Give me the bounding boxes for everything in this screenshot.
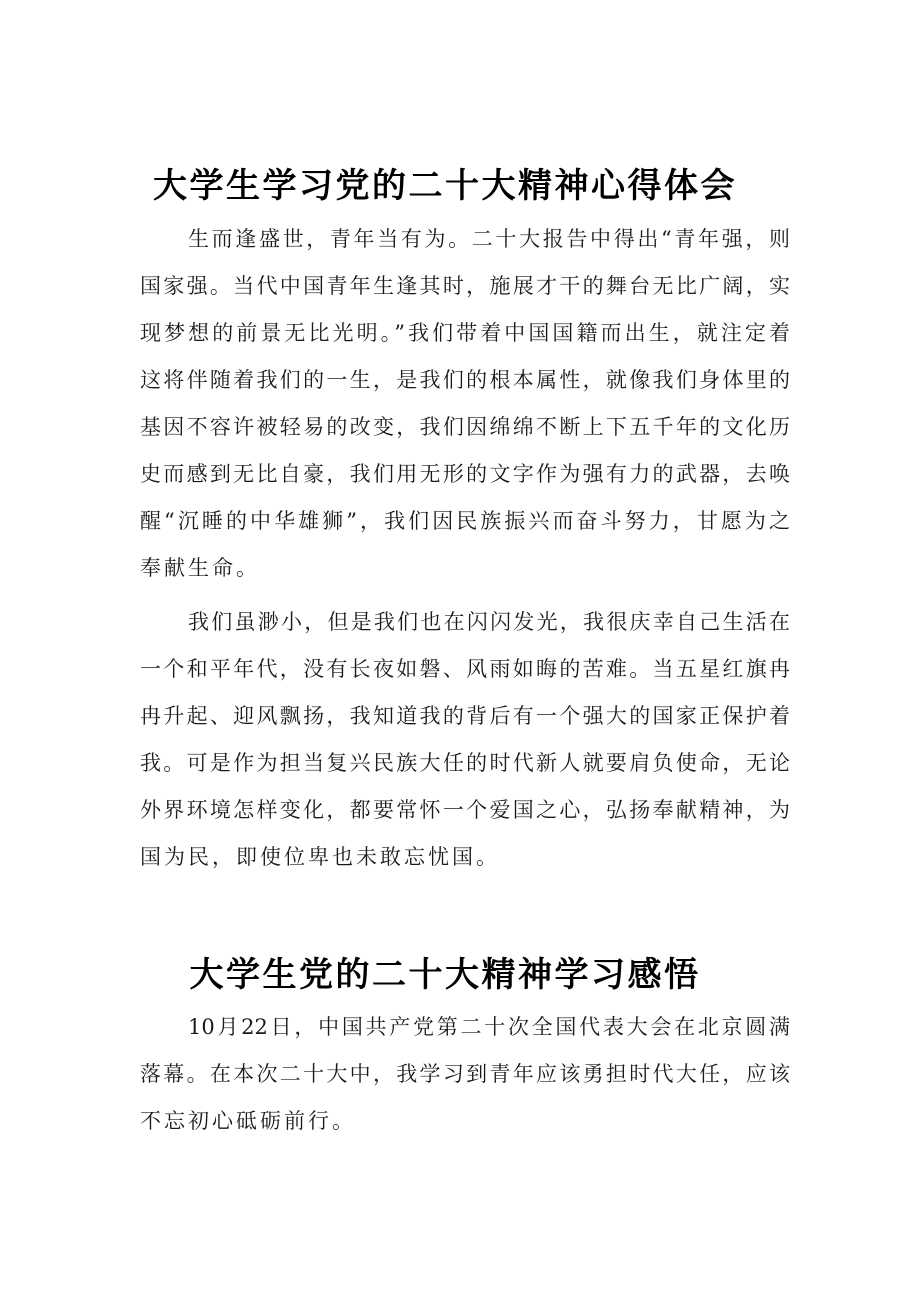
text-line: 我。可是作为担当复兴民族大任的时代新人就要肩负使命，无论 <box>140 751 790 775</box>
text-line: 基因不容许被轻易的改变，我们因绵绵不断上下五千年的文化历 <box>140 415 790 439</box>
text-line: 我们虽渺小，但是我们也在闪闪发光，我很庆幸自己生活在 <box>188 610 790 634</box>
section-1-title: 大学生学习党的二十大精神心得体会 <box>153 165 737 206</box>
text-line: 史而感到无比自豪，我们用无形的文字作为强有力的武器，去唤 <box>140 462 790 486</box>
text-line: 奉献生命。 <box>140 556 260 580</box>
text-line: 生而逢盛世，青年当有为。二十大报告中得出“青年强，则 <box>188 227 790 251</box>
section-1-paragraph-1 <box>140 216 790 592</box>
text-line: 现梦想的前景无比光明。”我们带着中国国籍而出生，就注定着 <box>140 321 790 345</box>
text-line: 10月22日，中国共产党第二十次全国代表大会在北京圆满 <box>188 1015 790 1039</box>
text-line: 国为民，即使位卑也未敢忘忧国。 <box>140 845 500 869</box>
text-line: 这将伴随着我们的一生，是我们的根本属性，就像我们身体里的 <box>140 368 790 392</box>
text-line: 外界环境怎样变化，都要常怀一个爱国之心，弘扬奉献精神，为 <box>140 798 790 822</box>
text-line: 醒“沉睡的中华雄狮”，我们因民族振兴而奋斗努力，甘愿为之 <box>140 509 790 533</box>
section-1-paragraph-2 <box>140 599 790 881</box>
section-2-paragraph-1 <box>140 1004 790 1145</box>
section-2-title: 大学生党的二十大精神学习感悟 <box>189 954 701 995</box>
text-line: 国家强。当代中国青年生逢其时，施展才干的舞台无比广阔，实 <box>140 274 790 298</box>
text-line: 不忘初心砥砺前行。 <box>140 1109 356 1133</box>
text-line: 冉升起、迎风飘扬，我知道我的背后有一个强大的国家正保护着 <box>140 704 790 728</box>
text-line: 一个和平年代，没有长夜如磐、风雨如晦的苦难。当五星红旗冉 <box>140 657 790 681</box>
text-line: 落幕。在本次二十大中，我学习到青年应该勇担时代大任，应该 <box>140 1062 790 1086</box>
